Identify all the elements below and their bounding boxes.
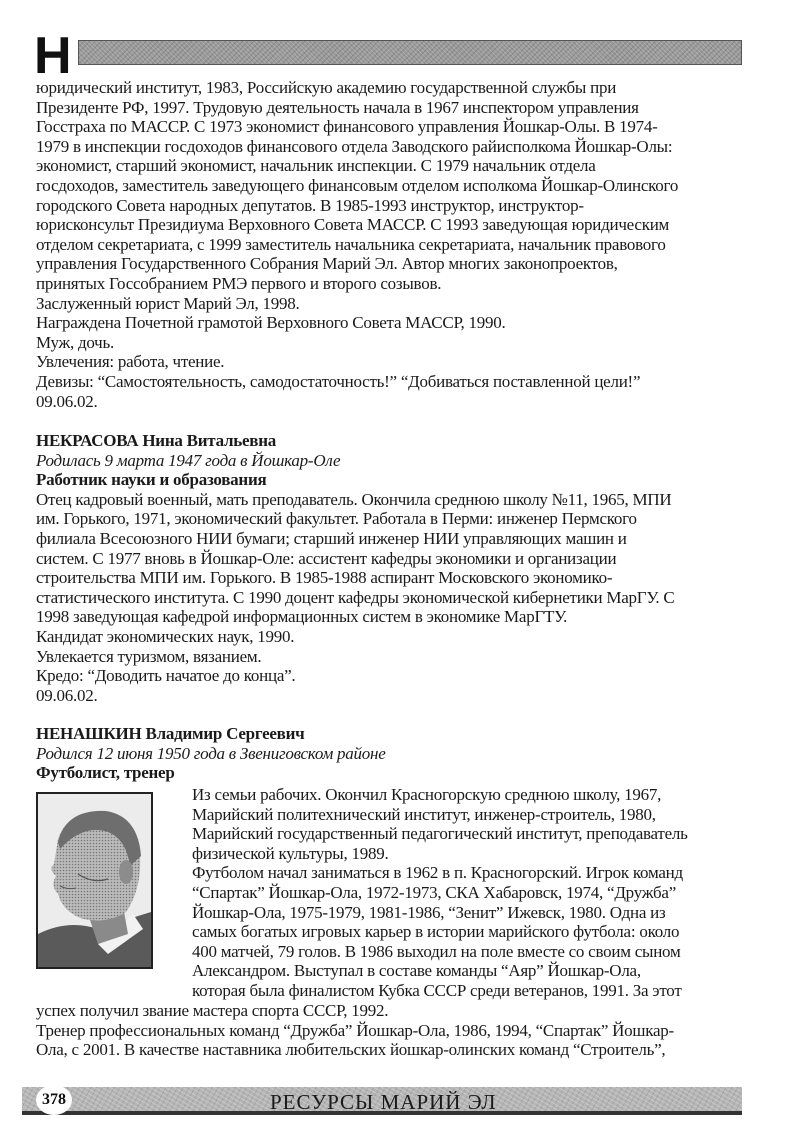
continued-entry bbox=[36, 78, 756, 411]
text-line: экономист, старший экономист, начальник инспекции. С 1979 начальник отдела bbox=[36, 156, 596, 176]
text-line: строительства МПИ им. Горького. В 1985-1988 аспирант Московского экономико- bbox=[36, 568, 613, 588]
text-line: городского Совета народных депутатов. В 1985-1993 инструктор, инструктор- bbox=[36, 195, 584, 215]
text-line: 1998 заведующая кафедрой информационных систем в экономике МарГТУ. bbox=[36, 607, 568, 627]
text-line: “Спартак” Йошкар-Ола, 1972-1973, СКА Хабаровск, 1974, “Дружба” bbox=[192, 882, 676, 902]
text-line: Марийский политехнический институт, инженер-строитель, 1980, bbox=[192, 804, 656, 824]
text-line: 1979 в инспекции госдоходов финансового отдела Заводского райисполкома Йошкар-Олы: bbox=[36, 136, 673, 156]
text-line: Кандидат экономических наук, 1990. bbox=[36, 626, 295, 646]
text-line: систем. С 1977 вновь в Йошкар-Оле: ассистент кафедры экономики и организации bbox=[36, 548, 617, 568]
text-line: Футболом начал заниматься в 1962 в п. Красногорский. Игрок команд bbox=[192, 863, 683, 883]
section-letter: Н bbox=[34, 27, 72, 85]
text-line: Увлечения: работа, чтение. bbox=[36, 352, 225, 372]
page-number: 378 bbox=[36, 1085, 72, 1115]
portrait-photo bbox=[36, 792, 153, 969]
text-line: статистического института. С 1990 доцент кафедры экономической кибернетики МарГУ. С bbox=[36, 587, 675, 607]
text-line: которая была финалистом Кубка СССР среди ветеранов, 1991. За этот bbox=[192, 980, 682, 1000]
text-line: Президенте РФ, 1997. Трудовую деятельность начала в 1967 инспектором управления bbox=[36, 97, 639, 117]
text-line: филиала Всесоюзного НИИ бумаги; старший инженер НИИ управляющих машин и bbox=[36, 528, 627, 548]
entry-role: Футболист, тренер bbox=[36, 763, 175, 783]
text-line: Кредо: “Доводить начатое до конца”. bbox=[36, 666, 296, 686]
section-header-bar bbox=[78, 40, 742, 65]
text-line: юрисконсульт Президиума Верховного Совета МАССР. С 1993 заведующая юридическим bbox=[36, 215, 670, 235]
text-line: Муж, дочь. bbox=[36, 332, 114, 352]
entry-nekrasova bbox=[36, 431, 756, 705]
text-line: 400 матчей, 79 голов. В 1986 выходил на поле вместе со своим сыном bbox=[192, 941, 681, 961]
text-line: Награждена Почетной грамотой Верховного Совета МАССР, 1990. bbox=[36, 313, 506, 333]
text-line: Госстраха по МАССР. С 1973 экономист финансового управления Йошкар-Олы. В 1974- bbox=[36, 117, 658, 137]
entry-nenashkin-text bbox=[36, 1001, 756, 1060]
text-line: Тренер профессиональных команд “Дружба” Йошкар-Ола, 1986, 1994, “Спартак” Йошкар- bbox=[36, 1020, 674, 1040]
text-line: Ола, с 2001. В качестве наставника любительских йошкар-олинских команд “Строитель”, bbox=[36, 1040, 666, 1060]
entry-role: Работник науки и образования bbox=[36, 470, 267, 490]
text-line: Александром. Выступал в составе команды “Аяр” Йошкар-Ола, bbox=[192, 961, 641, 981]
text-line: Заслуженный юрист Марий Эл, 1998. bbox=[36, 293, 300, 313]
text-line: Из семьи рабочих. Окончил Красногорскую среднюю школу, 1967, bbox=[192, 785, 662, 804]
entry-birth: Родилась 9 марта 1947 года в Йошкар-Оле bbox=[36, 450, 341, 470]
text-line: управления Государственного Собрания Марий Эл. Автор многих законопроектов, bbox=[36, 254, 618, 274]
entry-nenashkin-wrapped-text bbox=[192, 785, 688, 1001]
entry-birth: Родился 12 июня 1950 года в Звениговском районе bbox=[36, 743, 386, 763]
portrait-image bbox=[38, 794, 151, 967]
text-line: 09.06.02. bbox=[36, 391, 98, 411]
text-line: Отец кадровый военный, мать преподаватель. Окончила среднюю школу №11, 1965, МПИ bbox=[36, 489, 672, 509]
text-line: отделом секретариата, с 1999 заместитель начальника секретариата, начальник правового bbox=[36, 234, 666, 254]
entry-name: НЕНАШКИН Владимир Сергеевич bbox=[36, 724, 305, 743]
text-line: им. Горького, 1971, экономический факультет. Работала в Перми: инженер Пермского bbox=[36, 509, 637, 529]
text-line: юридический институт, 1983, Российскую академию государственной службы при bbox=[36, 78, 617, 97]
text-line: Увлекается туризмом, вязанием. bbox=[36, 646, 262, 666]
text-line: самых богатых игровых карьер в истории марийского футбола: около bbox=[192, 922, 680, 942]
text-line: госдоходов, заместитель заведующего финансовым отделом исполкома Йошкар-Олинского bbox=[36, 175, 679, 195]
text-line: Девизы: “Самостоятельность, самодостаточность!” “Добиваться поставленной цели!” bbox=[36, 371, 641, 391]
text-line: принятых Госсобранием РМЭ первого и второго созывов. bbox=[36, 273, 442, 293]
text-line: Марийский государственный педагогический институт, преподаватель bbox=[192, 824, 688, 844]
footer-title: РЕСУРСЫ МАРИЙ ЭЛ bbox=[270, 1090, 497, 1114]
text-line: Йошкар-Ола, 1975-1979, 1981-1986, “Зенит” Ижевск, 1980. Одна из bbox=[192, 902, 666, 922]
text-line: 09.06.02. bbox=[36, 685, 98, 705]
entry-nenashkin bbox=[36, 724, 756, 783]
text-line: физической культуры, 1989. bbox=[192, 843, 389, 863]
entry-name: НЕКРАСОВА Нина Витальевна bbox=[36, 431, 277, 450]
text-line: успех получил звание мастера спорта СССР, 1992. bbox=[36, 1001, 389, 1020]
